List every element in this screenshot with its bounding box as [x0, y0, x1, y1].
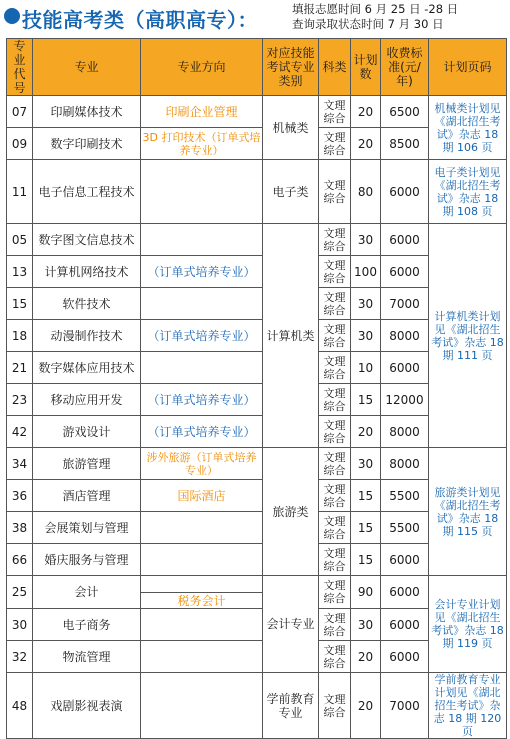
- cell-fee: 7000: [381, 288, 429, 320]
- col-header-direction: 专业方向: [141, 39, 263, 96]
- cell-plan: 30: [351, 448, 381, 480]
- cell-plan: 90: [351, 576, 381, 609]
- cell-major: 会展策划与管理: [33, 512, 141, 544]
- cell-fee: 8000: [381, 320, 429, 352]
- cell-direction: （订单式培养专业）: [141, 416, 263, 448]
- cell-subject: 文理综合: [319, 448, 351, 480]
- cell-plan-page: 会计专业计划见《湖北招生考试》杂志 18 期 119 页: [429, 576, 507, 673]
- cell-plan: 20: [351, 416, 381, 448]
- cell-subject: 文理综合: [319, 320, 351, 352]
- cell-major: 旅游管理: [33, 448, 141, 480]
- cell-code: 32: [7, 641, 33, 673]
- cell-plan: 15: [351, 512, 381, 544]
- cell-fee: 7000: [381, 673, 429, 739]
- cell-plan-page: 电子类计划见《湖北招生考试》杂志 18 期 108 页: [429, 160, 507, 224]
- table-row: [7, 224, 507, 256]
- cell-subject: 文理综合: [319, 256, 351, 288]
- cell-plan: 30: [351, 609, 381, 641]
- cell-direction: [141, 512, 263, 544]
- cell-fee: 6500: [381, 96, 429, 128]
- cell-fee: 8500: [381, 128, 429, 160]
- page-title: 技能高考类（高职高专）：: [22, 8, 258, 32]
- cell-direction: [141, 673, 263, 739]
- cell-plan: 30: [351, 320, 381, 352]
- cell-plan: 20: [351, 96, 381, 128]
- col-header-fee: 收费标准(元/年): [381, 39, 429, 96]
- table-row: [7, 160, 507, 224]
- cell-major: 电子信息工程技术: [33, 160, 141, 224]
- table-row: [7, 673, 507, 739]
- cell-code: 13: [7, 256, 33, 288]
- cell-category: 计算机类: [263, 224, 319, 448]
- cell-major: 动漫制作技术: [33, 320, 141, 352]
- cell-major: 物流管理: [33, 641, 141, 673]
- cell-plan-page: 计算机类计划见《湖北招生考试》杂志 18 期 111 页: [429, 224, 507, 448]
- col-header-subject: 科类: [319, 39, 351, 96]
- cell-code: 38: [7, 512, 33, 544]
- cell-fee: 6000: [381, 641, 429, 673]
- col-header-major: 专业: [33, 39, 141, 96]
- cell-subject: 文理综合: [319, 288, 351, 320]
- cell-major: 数字印刷技术: [33, 128, 141, 160]
- cell-fee: 6000: [381, 544, 429, 576]
- cell-subject: 文理综合: [319, 384, 351, 416]
- cell-category: 电子类: [263, 160, 319, 224]
- cell-plan: 15: [351, 384, 381, 416]
- cell-fee: 6000: [381, 160, 429, 224]
- cell-plan: 15: [351, 544, 381, 576]
- cell-subject: 文理综合: [319, 512, 351, 544]
- cell-code: 30: [7, 609, 33, 641]
- cell-plan: 80: [351, 160, 381, 224]
- cell-plan: 30: [351, 288, 381, 320]
- cell-fee: 8000: [381, 448, 429, 480]
- cell-subject: 文理综合: [319, 128, 351, 160]
- cell-subject: 文理综合: [319, 480, 351, 512]
- cell-major: 软件技术: [33, 288, 141, 320]
- cell-plan: 15: [351, 480, 381, 512]
- cell-major: 印刷媒体技术: [33, 96, 141, 128]
- cell-plan: 20: [351, 641, 381, 673]
- col-header-plan: 计划数: [351, 39, 381, 96]
- cell-fee: 5500: [381, 512, 429, 544]
- cell-major: 数字媒体应用技术: [33, 352, 141, 384]
- cell-plan: 20: [351, 128, 381, 160]
- cell-subject: 文理综合: [319, 416, 351, 448]
- cell-code: 09: [7, 128, 33, 160]
- cell-subject: 文理综合: [319, 96, 351, 128]
- table-row: [7, 96, 507, 128]
- cell-plan-page: 学前教育专业计划见《湖北招生考试》杂志 18 期 120 页: [429, 673, 507, 739]
- cell-code: 18: [7, 320, 33, 352]
- col-header-plan-page: 计划页码: [429, 39, 507, 96]
- cell-code: 21: [7, 352, 33, 384]
- cell-plan-page: 机械类计划见《湖北招生考试》杂志 18 期 106 页: [429, 96, 507, 160]
- cell-plan: 30: [351, 224, 381, 256]
- cell-code: 23: [7, 384, 33, 416]
- cell-direction: [141, 288, 263, 320]
- cell-fee: 6000: [381, 256, 429, 288]
- cell-code: 42: [7, 416, 33, 448]
- table-row: [7, 448, 507, 480]
- cell-subject: 文理综合: [319, 544, 351, 576]
- admission-plan-table: [6, 38, 507, 739]
- cell-fee: 6000: [381, 576, 429, 609]
- cell-fee: 6000: [381, 224, 429, 256]
- cell-direction: [141, 641, 263, 673]
- cell-code: 05: [7, 224, 33, 256]
- cell-category: 学前教育专业: [263, 673, 319, 739]
- cell-direction: 涉外旅游（订单式培养专业）: [141, 448, 263, 480]
- cell-subject: 文理综合: [319, 160, 351, 224]
- cell-subject: 文理综合: [319, 352, 351, 384]
- cell-fee: 5500: [381, 480, 429, 512]
- col-header-code: 专业代号: [7, 39, 33, 96]
- cell-fee: 8000: [381, 416, 429, 448]
- col-header-category: 对应技能考试专业类别: [263, 39, 319, 96]
- cell-major: 会计: [33, 576, 141, 609]
- cell-category: 机械类: [263, 96, 319, 160]
- cell-major: 电子商务: [33, 609, 141, 641]
- cell-major: 移动应用开发: [33, 384, 141, 416]
- cell-direction: 3D 打印技术（订单式培养专业）: [141, 128, 263, 160]
- cell-plan: 10: [351, 352, 381, 384]
- cell-major: 婚庆服务与管理: [33, 544, 141, 576]
- query-time: 查询录取状态时间 7 月 30 日: [292, 17, 444, 31]
- cell-fee: 6000: [381, 609, 429, 641]
- cell-code: 34: [7, 448, 33, 480]
- cell-subject: 文理综合: [319, 576, 351, 609]
- cell-subject: 文理综合: [319, 641, 351, 673]
- cell-subject: 文理综合: [319, 224, 351, 256]
- fill-time: 填报志愿时间 6 月 25 日 -28 日: [292, 2, 459, 16]
- cell-code: 48: [7, 673, 33, 739]
- cell-code: 15: [7, 288, 33, 320]
- cell-direction: [141, 352, 263, 384]
- bullet-dot-icon: [4, 8, 20, 24]
- cell-direction: 印刷企业管理: [141, 96, 263, 128]
- cell-direction: （订单式培养专业）: [141, 320, 263, 352]
- cell-major: 酒店管理: [33, 480, 141, 512]
- cell-direction: [141, 224, 263, 256]
- cell-plan-page: 旅游类计划见《湖北招生考试》杂志 18 期 115 页: [429, 448, 507, 576]
- cell-direction-sub: 税务会计: [141, 592, 262, 608]
- cell-plan: 20: [351, 673, 381, 739]
- cell-major: 游戏设计: [33, 416, 141, 448]
- cell-direction: [141, 576, 263, 609]
- cell-code: 11: [7, 160, 33, 224]
- cell-major: 戏剧影视表演: [33, 673, 141, 739]
- cell-code: 66: [7, 544, 33, 576]
- page-header: [0, 0, 510, 38]
- cell-direction: （订单式培养专业）: [141, 256, 263, 288]
- cell-direction: [141, 609, 263, 641]
- table-header-row: [7, 39, 507, 96]
- cell-direction: 国际酒店: [141, 480, 263, 512]
- cell-major: 数字图文信息技术: [33, 224, 141, 256]
- time-info: [292, 2, 458, 32]
- cell-plan: 100: [351, 256, 381, 288]
- cell-direction: （订单式培养专业）: [141, 384, 263, 416]
- cell-code: 25: [7, 576, 33, 609]
- cell-direction: [141, 160, 263, 224]
- cell-subject: 文理综合: [319, 673, 351, 739]
- cell-direction: [141, 544, 263, 576]
- cell-code: 07: [7, 96, 33, 128]
- cell-fee: 12000: [381, 384, 429, 416]
- cell-major: 计算机网络技术: [33, 256, 141, 288]
- cell-category: 旅游类: [263, 448, 319, 576]
- cell-subject: 文理综合: [319, 609, 351, 641]
- cell-code: 36: [7, 480, 33, 512]
- cell-category: 会计专业: [263, 576, 319, 673]
- cell-fee: 6000: [381, 352, 429, 384]
- table-row: [7, 576, 507, 609]
